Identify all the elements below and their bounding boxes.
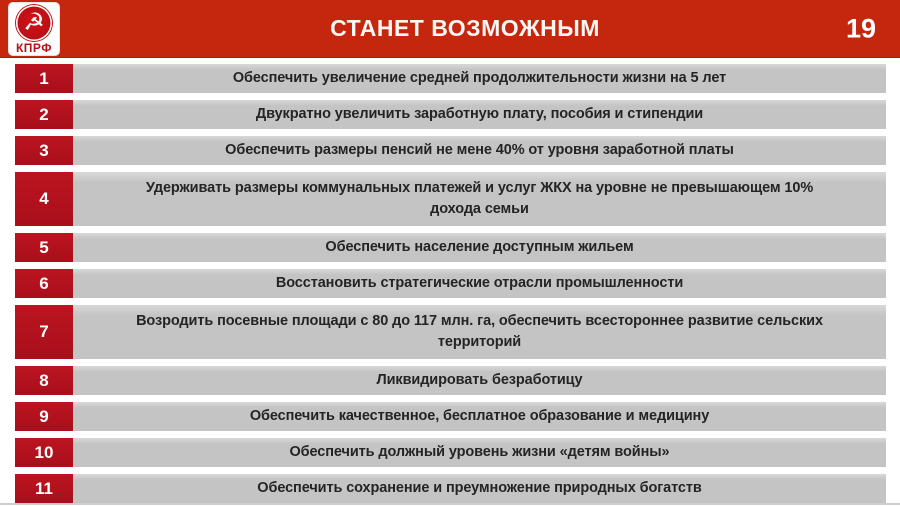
list-item: [15, 474, 886, 503]
item-number: 10: [15, 438, 73, 467]
item-number: 4: [15, 172, 73, 226]
item-text-bar: [73, 402, 886, 431]
item-number: 5: [15, 233, 73, 262]
item-text-bar: [73, 474, 886, 503]
item-number: 1: [15, 64, 73, 93]
item-text: Обеспечить должный уровень жизни «детям войны»: [289, 443, 670, 460]
list-item: [15, 233, 886, 262]
list-item: [15, 305, 886, 359]
item-text: Обеспечить население доступным жильем: [325, 238, 634, 255]
item-text-bar: [73, 136, 886, 165]
list-item: [15, 438, 886, 467]
item-text: Возродить посевные площади с 80 до 117 млн. га, обеспечить всестороннее развитие сельских территорий: [136, 312, 823, 350]
item-text-bar: [73, 305, 886, 359]
list-item: [15, 136, 886, 165]
item-number: 3: [15, 136, 73, 165]
item-text: Обеспечить качественное, бесплатное образование и медицину: [249, 407, 710, 424]
page-number: 19: [845, 13, 876, 43]
item-text: Ликвидировать безработицу: [376, 371, 583, 388]
item-text-bar: [73, 269, 886, 298]
item-text: Обеспечить сохранение и преумножение природных богатств: [257, 479, 702, 496]
list-item: [15, 366, 886, 395]
item-number: 11: [15, 474, 73, 503]
list-item: [15, 64, 886, 93]
item-number: 2: [15, 100, 73, 129]
list-item: [15, 402, 886, 431]
list-item: [15, 172, 886, 226]
item-text-bar: [73, 366, 886, 395]
item-text-bar: [73, 438, 886, 467]
slide-bottom-edge: [0, 503, 900, 505]
item-text-bar: [73, 233, 886, 262]
item-number: 9: [15, 402, 73, 431]
hammer-and-sickle-icon: ☭: [16, 5, 52, 41]
item-number: 6: [15, 269, 73, 298]
page-title: СТАНЕТ ВОЗМОЖНЫМ: [330, 15, 600, 41]
list-item: [15, 100, 886, 129]
item-text: Восстановить стратегические отрасли промышленности: [275, 274, 684, 291]
item-number: 7: [15, 305, 73, 359]
item-text: Обеспечить увеличение средней продолжительности жизни на 5 лет: [232, 69, 727, 86]
header-bar: [0, 0, 900, 58]
item-text: Обеспечить размеры пенсий не мене 40% от уровня заработной платы: [225, 141, 734, 158]
item-text-bar: [73, 100, 886, 129]
list-item: [15, 269, 886, 298]
list: [0, 58, 900, 503]
kprf-logo: [8, 2, 60, 56]
item-text: Удерживать размеры коммунальных платежей и услуг ЖКХ на уровне не превышающем 10% дохода семьи: [145, 179, 814, 217]
item-text: Двукратно увеличить заработную плату, пособия и стипендии: [255, 105, 704, 122]
logo-text: КПРФ: [15, 41, 53, 55]
item-number: 8: [15, 366, 73, 395]
item-text-bar: [73, 172, 886, 226]
item-text-bar: [73, 64, 886, 93]
